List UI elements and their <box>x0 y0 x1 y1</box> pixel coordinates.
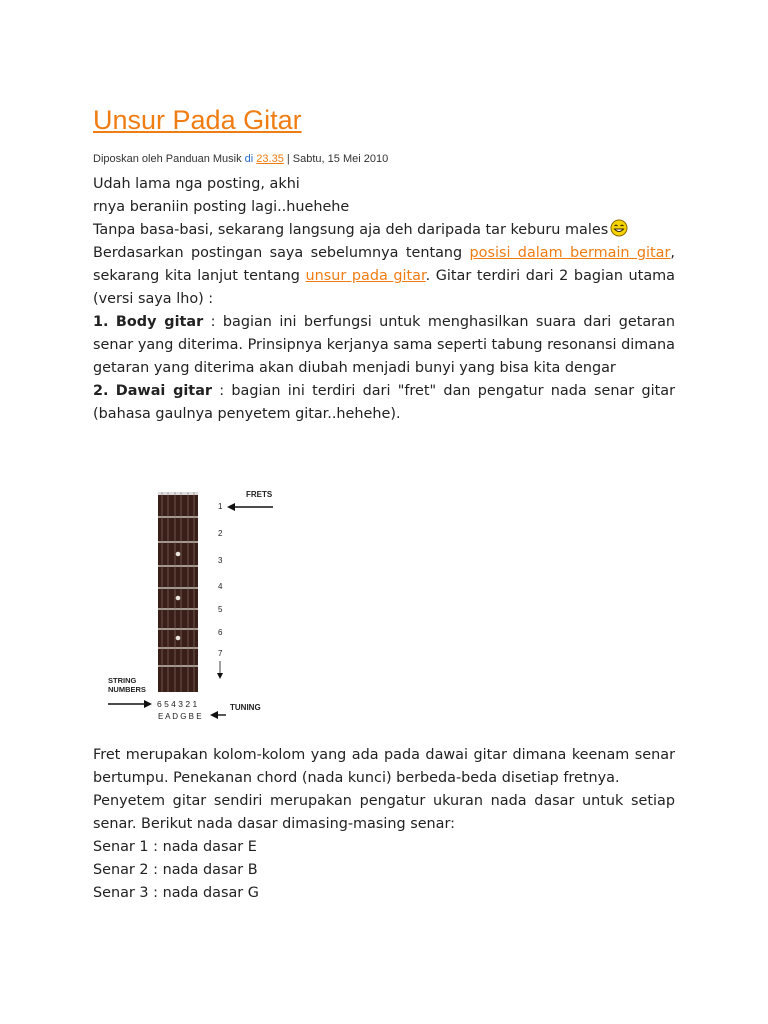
fret-number: 4 <box>218 582 223 591</box>
senar-3: Senar 3 : nada dasar G <box>93 885 259 901</box>
inlay-dot <box>176 552 181 557</box>
string-notes: E A D G B E <box>158 712 202 721</box>
string-label-1: STRING <box>108 676 137 685</box>
senar-2: Senar 2 : nada dasar B <box>93 862 258 878</box>
item-2-num: 2. <box>93 383 109 399</box>
list-item-2 <box>93 380 675 426</box>
post-di: di <box>244 153 254 165</box>
post-author: Diposkan oleh Panduan Musik <box>93 153 242 165</box>
tuning-label: TUNING <box>230 703 261 712</box>
inlay-dot <box>176 636 181 641</box>
fret-number: 7 <box>218 649 223 658</box>
list-item-1 <box>93 311 675 380</box>
senar-1: Senar 1 : nada dasar E <box>93 839 257 855</box>
post-time-link[interactable]: 23.35 <box>256 153 284 165</box>
fret-number: 2 <box>218 529 223 538</box>
post-date: | Sabtu, 15 Mei 2010 <box>286 153 389 165</box>
paragraph-2: rnya beraniin posting lagi..huehehe <box>93 199 350 215</box>
inlay-dot <box>176 596 181 601</box>
post-title[interactable]: Unsur Pada Gitar <box>93 105 302 135</box>
down-arrow <box>217 661 223 679</box>
fretboard-diagram <box>108 484 338 724</box>
posisi-link[interactable]: posisi dalam bermain gitar <box>469 245 671 261</box>
item-2-text: : bagian ini terdiri dari "fret" dan pengatur nada senar gitar (bahasa gaulnya penyetem gitar..hehehe). <box>93 383 675 422</box>
string-label-2: NUMBERS <box>108 685 146 694</box>
frets-label: FRETS <box>246 490 273 499</box>
paragraph-1: Udah lama nga posting, akhi <box>93 176 300 192</box>
paragraph-4-a: Berdasarkan postingan saya sebelumnya tentang <box>93 245 470 261</box>
string-numbers: 6 5 4 3 2 1 <box>157 699 198 709</box>
post-body <box>93 173 675 426</box>
paragraph-5: Fret merupakan kolom-kolom yang ada pada dawai gitar dimana keenam senar bertumpu. Penekanan chord (nada kunci) berbeda-beda disetiap fretnya. <box>93 747 675 786</box>
paragraph-3 <box>93 219 675 242</box>
fretboard <box>158 492 198 692</box>
paragraph-4 <box>93 242 675 311</box>
fret-number: 5 <box>218 605 223 614</box>
frets-arrow <box>227 503 273 511</box>
paragraph-4-c: . Gitar terdiri dari 2 bagian utama (versi saya lho) : <box>93 268 675 307</box>
item-1-text: : bagian ini berfungsi untuk menghasilkan suara dari getaran senar yang diterima. Prinsipnya kerjanya sama seperti tabung resonansi dimana getaran yang diterima akan diubah menjadi bunyi yang bisa kita dengar <box>93 314 676 376</box>
smiley-icon <box>610 219 628 237</box>
string-arrow <box>108 700 152 708</box>
paragraph-3-text: Tanpa basa-basi, sekarang langsung aja deh daripada tar keburu males <box>93 222 609 238</box>
fret-number: 1 <box>218 502 223 511</box>
item-1-title: Body gitar <box>115 314 204 330</box>
tuning-arrow <box>210 711 226 719</box>
paragraph-4-b: , sekarang kita lanjut tentang <box>93 245 675 284</box>
unsur-link[interactable]: unsur pada gitar <box>305 268 426 284</box>
post-meta <box>93 153 388 165</box>
item-1-num: 1. <box>93 314 109 330</box>
fret-number: 3 <box>218 556 223 565</box>
post-body-continued <box>93 744 675 905</box>
paragraph-6: Penyetem gitar sendiri merupakan pengatur ukuran nada dasar untuk setiap senar. Berikut nada dasar dimasing-masing senar: <box>93 793 675 832</box>
item-2-title: Dawai gitar <box>115 383 212 399</box>
nut <box>158 492 198 495</box>
fret-number: 6 <box>218 628 223 637</box>
